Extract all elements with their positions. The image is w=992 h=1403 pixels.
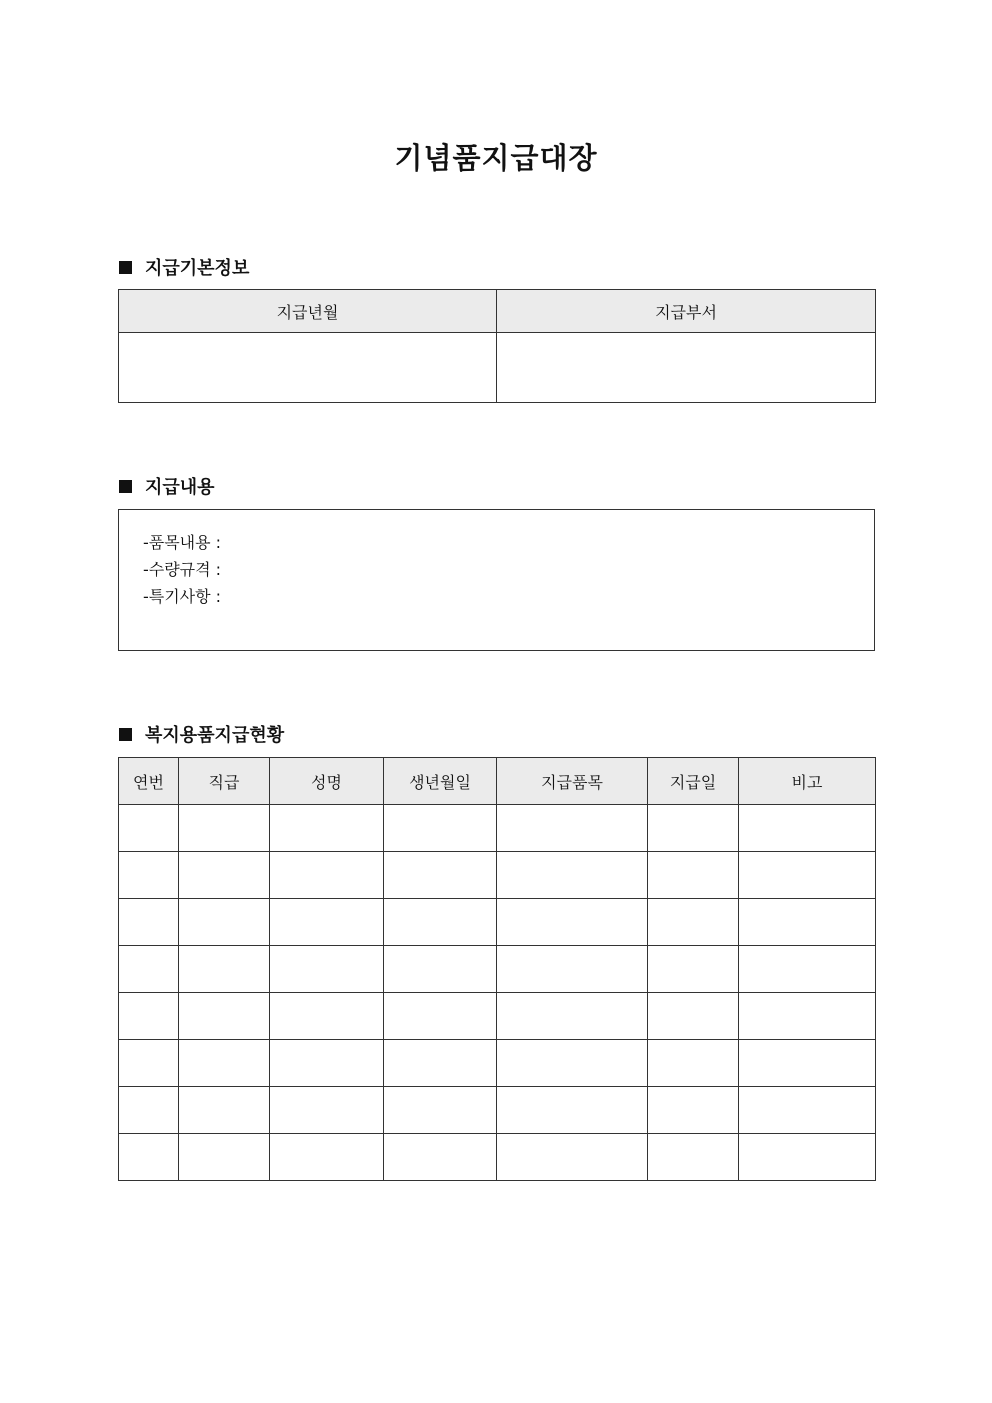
table-cell[interactable] [648, 899, 739, 946]
black-square-icon [119, 728, 132, 741]
section-heading-status [119, 721, 284, 747]
table-cell[interactable] [179, 946, 270, 993]
table-row [119, 805, 876, 852]
table-cell[interactable] [270, 946, 384, 993]
table-cell[interactable] [497, 805, 648, 852]
black-square-icon [119, 480, 132, 493]
table-cell[interactable] [119, 946, 179, 993]
table-cell[interactable] [739, 805, 876, 852]
table-header-row [119, 758, 876, 805]
table-cell[interactable] [739, 852, 876, 899]
table-cell[interactable] [119, 805, 179, 852]
header-cell-name: 성명 [270, 758, 384, 805]
table-cell[interactable] [384, 805, 497, 852]
table-cell[interactable] [648, 1134, 739, 1181]
section-heading-label: 지급내용 [145, 477, 215, 498]
table-row [119, 852, 876, 899]
header-cell-serial: 연번 [119, 758, 179, 805]
value-cell-payment-month[interactable] [119, 333, 497, 403]
payment-content-box[interactable] [118, 509, 875, 651]
table-cell[interactable] [384, 852, 497, 899]
status-table [118, 757, 876, 1181]
table-cell[interactable] [739, 1134, 876, 1181]
table-cell[interactable] [384, 1040, 497, 1087]
table-cell[interactable] [179, 805, 270, 852]
content-line-remarks: -특기사항 : [143, 587, 222, 606]
table-row [119, 1134, 876, 1181]
table-cell[interactable] [270, 1087, 384, 1134]
table-cell[interactable] [497, 993, 648, 1040]
header-cell-payment-department: 지급부서 [497, 290, 876, 333]
table-cell[interactable] [119, 1040, 179, 1087]
table-cell[interactable] [119, 993, 179, 1040]
header-cell-payment-month: 지급년월 [119, 290, 497, 333]
table-row [119, 899, 876, 946]
table-cell[interactable] [119, 1134, 179, 1181]
table-cell[interactable] [270, 899, 384, 946]
table-cell[interactable] [739, 899, 876, 946]
basic-info-table [118, 289, 876, 403]
section-heading-content [119, 473, 215, 499]
table-cell[interactable] [497, 1087, 648, 1134]
table-row [119, 946, 876, 993]
page-title: 기념품지급대장 [394, 141, 598, 175]
content-line-item: -품목내용 : [143, 533, 222, 552]
table-cell[interactable] [384, 1087, 497, 1134]
table-cell[interactable] [648, 946, 739, 993]
table-cell[interactable] [179, 1087, 270, 1134]
table-cell[interactable] [179, 993, 270, 1040]
table-cell[interactable] [739, 993, 876, 1040]
table-cell[interactable] [739, 1087, 876, 1134]
value-cell-payment-department[interactable] [497, 333, 876, 403]
table-cell[interactable] [739, 946, 876, 993]
table-cell[interactable] [270, 805, 384, 852]
table-cell[interactable] [648, 1040, 739, 1087]
table-cell[interactable] [384, 946, 497, 993]
table-cell[interactable] [384, 993, 497, 1040]
section-heading-label: 지급기본정보 [145, 258, 250, 279]
table-cell[interactable] [119, 852, 179, 899]
table-cell[interactable] [179, 1040, 270, 1087]
table-cell[interactable] [648, 1087, 739, 1134]
table-cell[interactable] [648, 993, 739, 1040]
header-cell-birthdate: 생년월일 [384, 758, 497, 805]
header-cell-item: 지급품목 [497, 758, 648, 805]
table-header-row [119, 290, 876, 333]
table-cell[interactable] [270, 1134, 384, 1181]
table-cell[interactable] [384, 899, 497, 946]
table-cell[interactable] [497, 899, 648, 946]
header-cell-date: 지급일 [648, 758, 739, 805]
table-cell[interactable] [270, 993, 384, 1040]
table-cell[interactable] [384, 1134, 497, 1181]
table-cell[interactable] [739, 1040, 876, 1087]
table-row [119, 993, 876, 1040]
table-cell[interactable] [497, 1040, 648, 1087]
table-cell[interactable] [497, 946, 648, 993]
header-cell-note: 비고 [739, 758, 876, 805]
content-line-quantity: -수량규격 : [143, 560, 222, 579]
section-heading-label: 복지용품지급현황 [145, 725, 285, 746]
table-cell[interactable] [648, 852, 739, 899]
table-cell[interactable] [119, 899, 179, 946]
table-cell[interactable] [648, 805, 739, 852]
table-row [119, 1040, 876, 1087]
table-cell[interactable] [179, 899, 270, 946]
table-cell[interactable] [497, 852, 648, 899]
table-cell[interactable] [179, 852, 270, 899]
table-row [119, 1087, 876, 1134]
black-square-icon [119, 261, 132, 274]
table-cell[interactable] [270, 852, 384, 899]
table-cell[interactable] [497, 1134, 648, 1181]
table-cell[interactable] [270, 1040, 384, 1087]
section-heading-basic-info [119, 254, 249, 280]
table-row [119, 333, 876, 403]
table-cell[interactable] [119, 1087, 179, 1134]
table-cell[interactable] [179, 1134, 270, 1181]
header-cell-position: 직급 [179, 758, 270, 805]
